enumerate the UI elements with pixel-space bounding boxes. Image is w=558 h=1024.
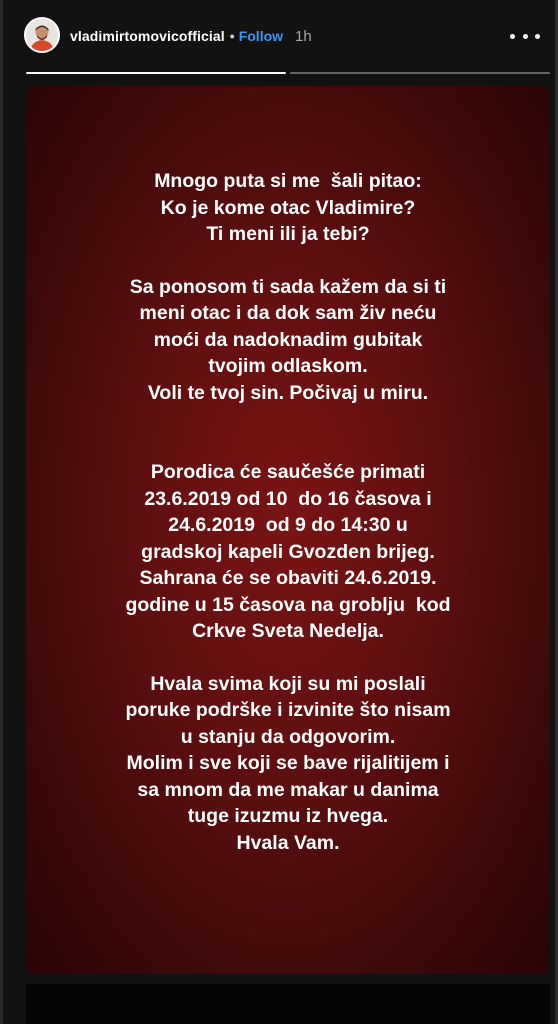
follow-button[interactable]: Follow [238, 28, 284, 44]
profile-avatar[interactable] [24, 17, 60, 53]
story-line: Hvala Vam. [236, 831, 340, 854]
story-header [0, 0, 558, 72]
bottom-bar [26, 984, 550, 1024]
more-dot [535, 34, 540, 39]
more-dot [523, 34, 528, 39]
story-text-block [26, 142, 550, 856]
username-row [70, 26, 312, 46]
story-line: Crkve Sveta Nedelja. [192, 620, 384, 642]
story-line: Sahrana će se obaviti 24.6.2019. [139, 567, 437, 589]
story-line: Hvala svima koji su mi poslali [150, 672, 426, 695]
story-paragraph [26, 168, 550, 248]
progress-fill [26, 72, 286, 74]
avatar-image [26, 19, 58, 51]
frame-edge-left [0, 0, 3, 1024]
more-options-icon[interactable] [510, 24, 540, 48]
story-line: sa mnom da me makar u danima [137, 778, 439, 801]
separator-dot: • [229, 28, 235, 44]
story-line: poruke podrške i izvinite što nisam [125, 699, 451, 721]
story-line: u stanju da odgovorim. [180, 725, 396, 748]
progress-segment [290, 72, 550, 74]
story-line: Porodica će saučešće primati [150, 461, 426, 483]
story-paragraph [26, 459, 550, 645]
story-line: meni otac i da dok sam živ neću [139, 302, 437, 324]
story-line: Ti meni ili ja tebi? [206, 223, 370, 245]
username-link[interactable]: vladimirtomovicofficial [70, 28, 225, 44]
story-progress-bars [26, 72, 550, 75]
story-content[interactable] [26, 86, 550, 974]
story-line: Sa ponosom ti sada kažem da si ti [129, 275, 447, 298]
story-line: 24.6.2019 od 9 do 14:30 u [168, 514, 408, 536]
story-line: 23.6.2019 od 10 do 16 časova i [144, 487, 432, 510]
story-line: Ko je kome otac Vladimire? [160, 196, 416, 219]
story-paragraph [26, 274, 550, 407]
story-line: tuge izuzmu iz hvega. [187, 805, 389, 827]
story-line: Mnogo puta si me šali pitao: [154, 170, 422, 192]
story-line: moći da nadoknadim gubitak [153, 328, 423, 351]
story-line: gradskoj kapeli Gvozden brijeg. [141, 540, 435, 563]
more-dot [510, 34, 515, 39]
story-timestamp: 1h [295, 27, 312, 45]
story-line: Molim i sve koji se bave rijalitijem i [126, 752, 450, 774]
story-paragraph [26, 671, 550, 857]
story-line: tvojim odlaskom. [208, 355, 368, 377]
story-line: Voli te tvoj sin. Počivaj u miru. [147, 381, 429, 404]
story-line: godine u 15 časova na groblju kod [125, 593, 451, 616]
progress-segment [26, 72, 286, 74]
